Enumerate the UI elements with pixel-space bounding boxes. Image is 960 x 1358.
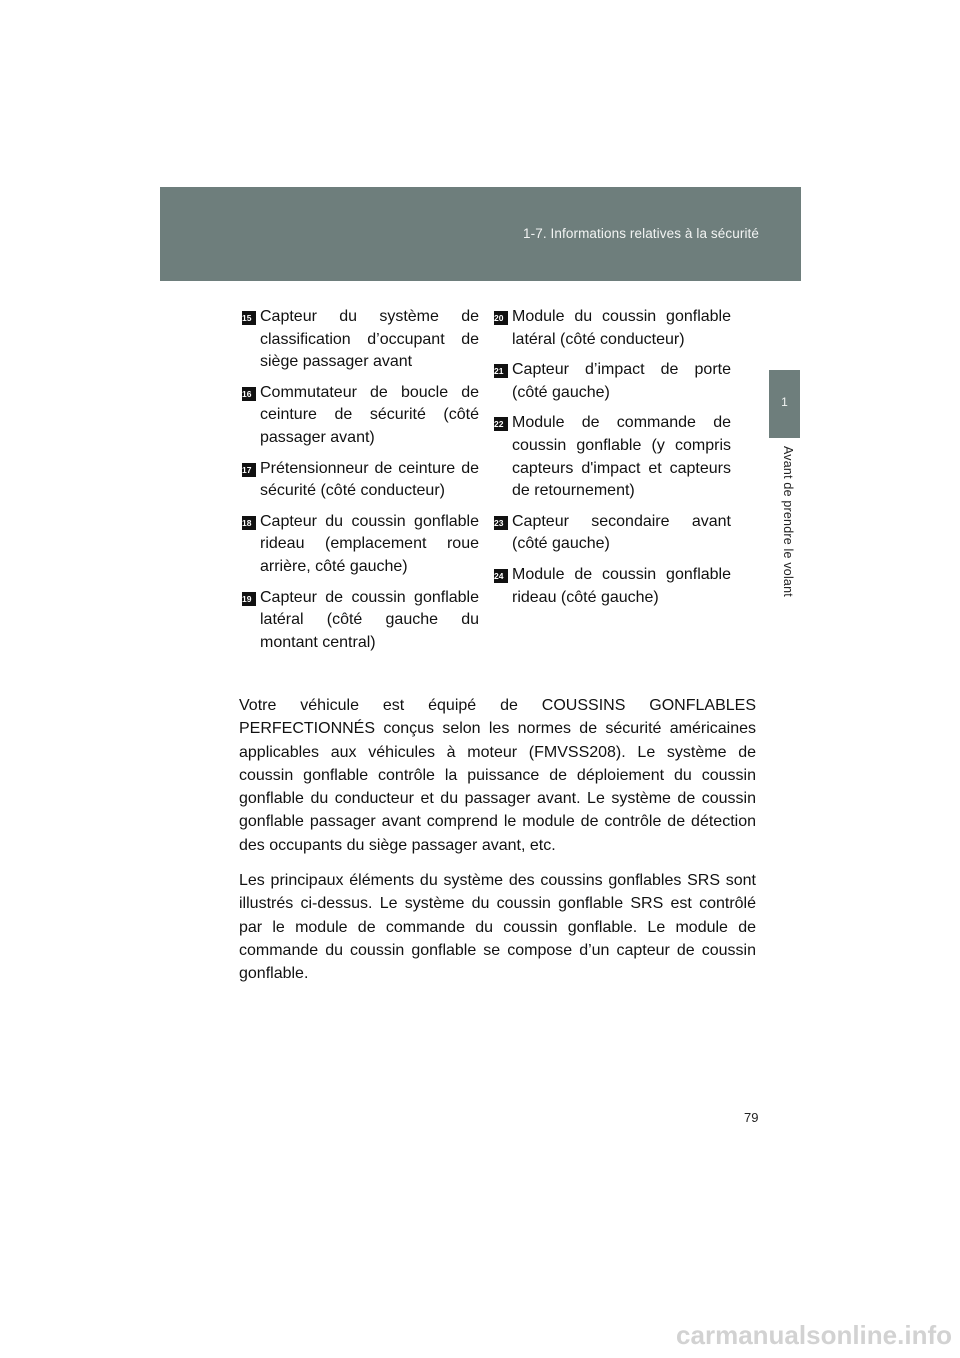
component-item bbox=[494, 564, 731, 609]
item-number-badge: 20 bbox=[494, 311, 508, 325]
item-text: Prétensionneur de ceinture de sécurité (côté conducteur) bbox=[260, 459, 479, 500]
chapter-label: Avant de prendre le volant bbox=[781, 446, 795, 597]
item-number-badge: 22 bbox=[494, 417, 508, 431]
item-text: Capteur d’impact de porte (côté gauche) bbox=[512, 361, 731, 401]
page-number: 79 bbox=[744, 1110, 759, 1125]
chapter-number: 1 bbox=[781, 395, 788, 409]
section-header-band bbox=[160, 187, 801, 281]
component-item bbox=[494, 306, 731, 351]
component-item bbox=[494, 511, 731, 556]
item-text: Capteur du coussin gonflable rideau (emplacement roue arrière, côté gauche) bbox=[260, 512, 479, 575]
component-list-right bbox=[494, 306, 731, 617]
item-text: Capteur secondaire avant (côté gauche) bbox=[512, 512, 731, 553]
component-list-left bbox=[242, 306, 479, 662]
chapter-tab bbox=[769, 370, 800, 438]
body-text bbox=[239, 694, 756, 998]
item-number-badge: 16 bbox=[242, 387, 256, 401]
item-number-badge: 19 bbox=[242, 592, 256, 606]
item-number-badge: 21 bbox=[494, 364, 508, 378]
item-text: Capteur du système de classification d’occupant de siège passager avant bbox=[260, 308, 479, 371]
component-item bbox=[242, 382, 479, 450]
item-text: Module de coussin gonflable rideau (côté gauche) bbox=[512, 565, 731, 606]
component-item bbox=[242, 511, 479, 579]
body-paragraph: Les principaux éléments du système des coussins gonflables SRS sont illustrés ci-dessus. Le système du coussin gonflable SRS est contrôlé par le module de commande du coussin gonflable. Le module de commande du coussin gonflable se compose d’un capteur de coussin gonflable. bbox=[239, 872, 756, 983]
component-item bbox=[242, 587, 479, 655]
item-number-badge: 24 bbox=[494, 569, 508, 583]
component-item bbox=[242, 458, 479, 503]
body-paragraph: Votre véhicule est équipé de COUSSINS GONFLABLES PERFECTIONNÉS conçus selon les normes de sécurité américaines applicables aux véhicules à moteur (FMVSS208). Le système de coussin gonflable contrôle la puissance de déploiement du coussin gonflable du conducteur et du passager avant. Le système de coussin gonflable passager avant comprend le module de contrôle de détection des occupants du siège passager avant, etc. bbox=[239, 697, 756, 854]
item-text: Commutateur de boucle de ceinture de sécurité (côté passager avant) bbox=[260, 383, 479, 446]
item-number-badge: 18 bbox=[242, 516, 256, 530]
watermark-logo: carmanualsonline.info bbox=[676, 1320, 952, 1350]
item-text: Capteur de coussin gonflable latéral (côté gauche du montant central) bbox=[260, 588, 479, 651]
item-number-badge: 15 bbox=[242, 311, 256, 325]
item-number-badge: 23 bbox=[494, 516, 508, 530]
component-item bbox=[494, 359, 731, 404]
item-text: Module du coussin gonflable latéral (côté conducteur) bbox=[512, 308, 731, 348]
item-text: Module de commande de coussin gonflable (y compris capteurs d'impact et capteurs de retournement) bbox=[512, 414, 731, 500]
component-item bbox=[494, 412, 731, 502]
component-item bbox=[242, 306, 479, 374]
section-title: 1-7. Informations relatives à la sécurité bbox=[523, 226, 759, 241]
item-number-badge: 17 bbox=[242, 463, 256, 477]
